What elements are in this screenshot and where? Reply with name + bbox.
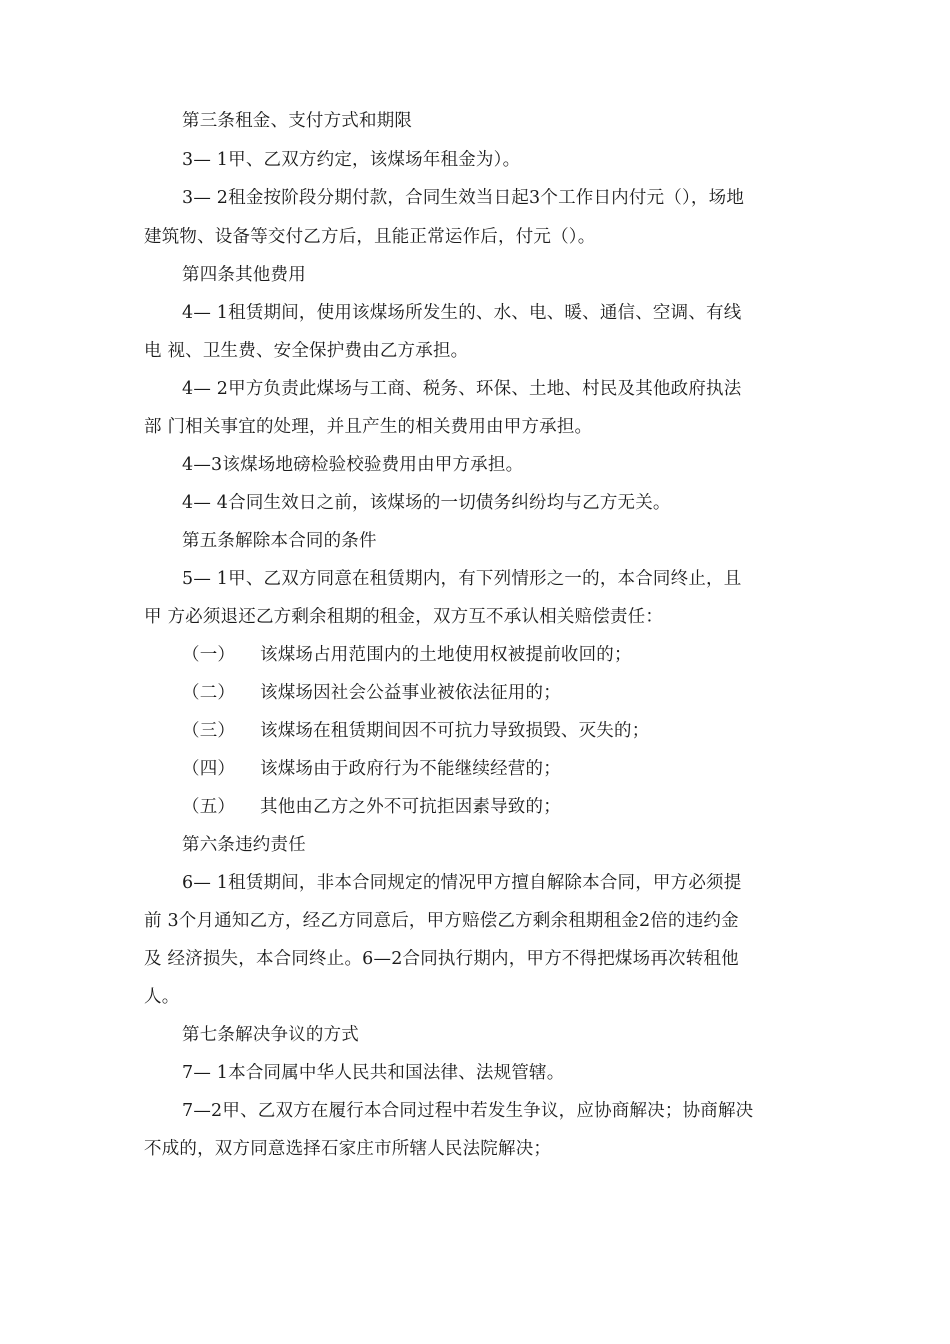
clause-4-2-line-2: 部 门相关事宜的处理，并且产生的相关费用由甲方承担。	[144, 417, 593, 437]
clause-3-2-line-2: 建筑物、设备等交付乙方后，且能正常运作后，付元（）。	[144, 227, 596, 247]
list-item-text: 该煤场由于政府行为不能继续经营的；	[260, 759, 561, 779]
clause-5-1-line-2: 甲 方必须退还乙方剩余租期的租金，双方互不承认相关赔偿责任：	[144, 607, 664, 627]
clause-6-1-line-4: 人。	[144, 987, 180, 1007]
list-item-label: （五）	[182, 797, 236, 817]
clause-7-2-line-1: 7—2甲、乙双方在履行本合同过程中若发生争议，应协商解决；协商解决	[182, 1101, 754, 1121]
clause-7-1: 7— 1本合同属中华人民共和国法律、法规管辖。	[182, 1063, 565, 1083]
clause-4-1-line-1: 4— 1租赁期间，使用该煤场所发生的、水、电、暖、通信、空调、有线	[182, 303, 742, 323]
article-7-heading: 第七条解决争议的方式	[182, 1025, 359, 1045]
list-item	[182, 719, 649, 743]
list-item-text: 该煤场因社会公益事业被依法征用的；	[260, 683, 561, 703]
clause-4-4: 4— 4合同生效日之前，该煤场的一切债务纠纷均与乙方无关。	[182, 493, 671, 513]
clause-3-1: 3— 1甲、乙双方约定，该煤场年租金为）。	[182, 150, 521, 170]
list-item-label: （三）	[182, 721, 236, 741]
list-item	[182, 795, 561, 819]
list-item	[182, 681, 561, 705]
article-3-heading: 第三条租金、支付方式和期限	[182, 111, 413, 131]
clause-4-3: 4—3该煤场地磅检验校验费用由甲方承担。	[182, 455, 524, 475]
clause-5-1-line-1: 5— 1甲、乙双方同意在租赁期内，有下列情形之一的，本合同终止，且	[182, 569, 742, 589]
clause-4-1-line-2: 电 视、卫生费、安全保护费由乙方承担。	[144, 341, 469, 361]
clause-7-2-line-2: 不成的，双方同意选择石家庄市所辖人民法院解决；	[144, 1139, 552, 1159]
list-item-text: 该煤场在租赁期间因不可抗力导致损毁、灭失的；	[260, 721, 650, 741]
list-item-text: 该煤场占用范围内的土地使用权被提前收回的；	[260, 645, 632, 665]
list-item	[182, 757, 561, 781]
list-item-text: 其他由乙方之外不可抗拒因素导致的；	[260, 797, 561, 817]
article-6-heading: 第六条违约责任	[182, 835, 306, 855]
clause-3-2-line-1: 3— 2租金按阶段分期付款，合同生效当日起3个工作日内付元（），场地	[182, 188, 745, 208]
clause-6-1-line-3: 及 经济损失，本合同终止。6—2合同执行期内，甲方不得把煤场再次转租他	[144, 949, 739, 969]
article-4-heading: 第四条其他费用	[182, 265, 306, 285]
list-item	[182, 643, 632, 667]
list-item-label: （一）	[182, 645, 236, 665]
list-item-label: （二）	[182, 683, 236, 703]
list-item-label: （四）	[182, 759, 236, 779]
clause-6-1-line-1: 6— 1租赁期间，非本合同规定的情况甲方擅自解除本合同，甲方必须提	[182, 873, 742, 893]
clause-4-2-line-1: 4— 2甲方负责此煤场与工商、税务、环保、土地、村民及其他政府执法	[182, 379, 742, 399]
article-5-heading: 第五条解除本合同的条件	[182, 531, 377, 551]
clause-6-1-line-2: 前 3个月通知乙方，经乙方同意后，甲方赔偿乙方剩余租期租金2倍的违约金	[144, 911, 739, 931]
